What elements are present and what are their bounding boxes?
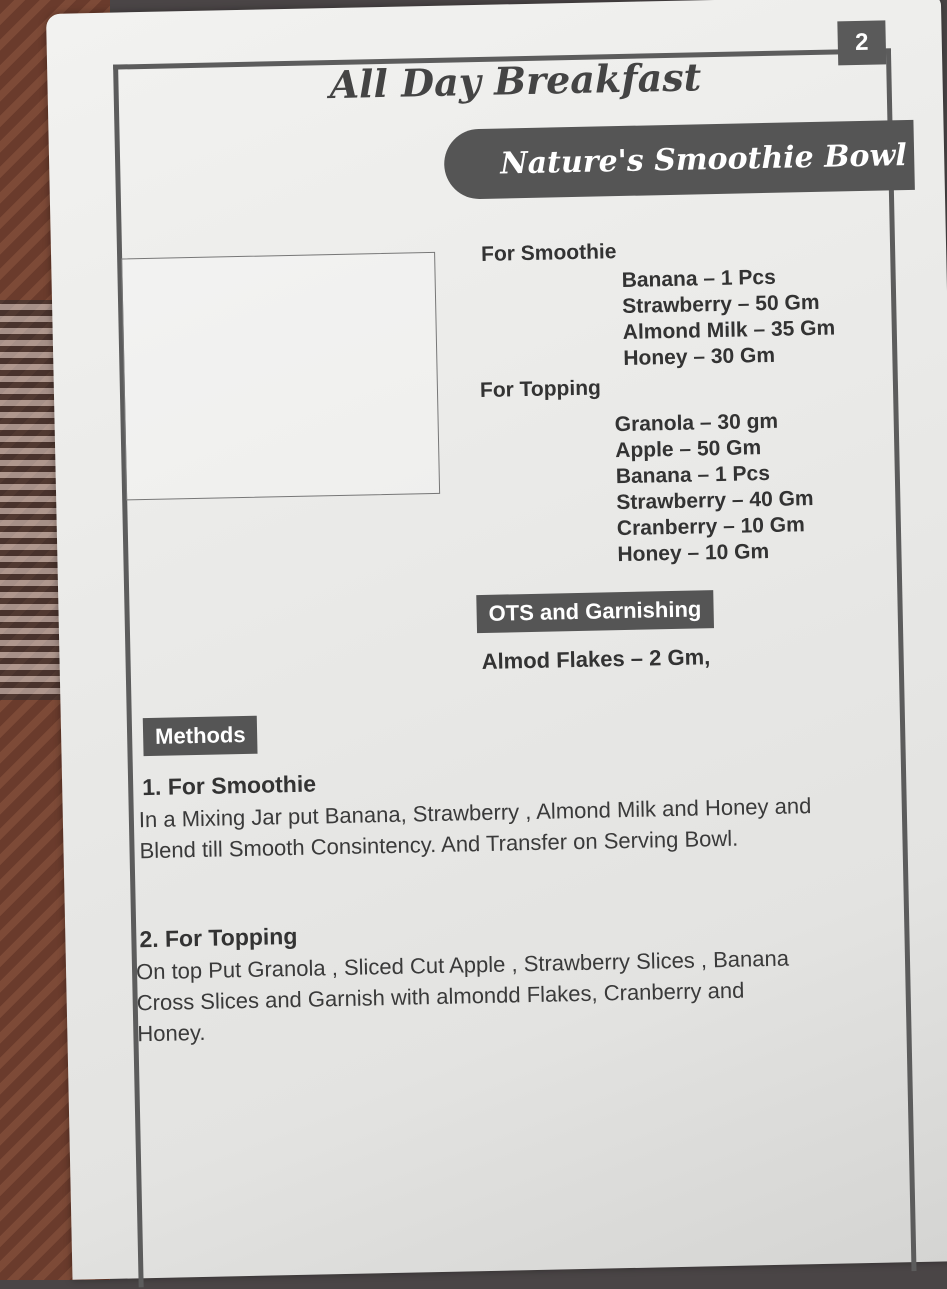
methods-label: Methods bbox=[143, 716, 258, 756]
list-item: Honey – 30 Gm bbox=[623, 343, 776, 370]
page-number: 2 bbox=[837, 20, 886, 65]
list-item: Strawberry – 40 Gm bbox=[616, 487, 814, 515]
photo-placeholder bbox=[121, 252, 440, 501]
topping-heading: For Topping bbox=[479, 376, 602, 402]
list-item: Cranberry – 10 Gm bbox=[616, 513, 806, 541]
step-text: In a Mixing Jar put Banana, Strawberry , Almond Milk and Honey and Blend till Smooth Consintency. And Transfer on Serving Bowl. bbox=[138, 793, 812, 864]
recipe-page bbox=[46, 0, 947, 1280]
step-title: 1. For Smoothie bbox=[141, 770, 317, 801]
step-text: On top Put Granola , Sliced Cut Apple , Strawberry Slices , Banana Cross Slices and Garnish with almondd Flakes, Cranberry and Honey. bbox=[135, 945, 790, 1047]
section-title: All Day Breakfast bbox=[329, 54, 702, 108]
garnishing-label: OTS and Garnishing bbox=[476, 590, 713, 633]
step-title: 2. For Topping bbox=[139, 922, 298, 953]
recipe-title: Nature's Smoothie Bowl bbox=[499, 137, 908, 182]
list-item: Banana – 1 Pcs bbox=[615, 461, 771, 489]
recipe-title-banner bbox=[444, 120, 915, 200]
list-item: Honey – 10 Gm bbox=[617, 539, 770, 567]
list-item: Almond Milk – 35 Gm bbox=[622, 316, 836, 344]
list-item: Banana – 1 Pcs bbox=[621, 265, 777, 292]
smoothie-heading: For Smoothie bbox=[480, 240, 617, 266]
list-item: Strawberry – 50 Gm bbox=[622, 290, 820, 318]
list-item: Apple – 50 Gm bbox=[615, 436, 762, 463]
smoothie-ingredients bbox=[621, 264, 836, 372]
topping-ingredients bbox=[614, 408, 814, 568]
garnishing-item: Almod Flakes – 2 Gm, bbox=[481, 644, 711, 675]
list-item: Granola – 30 gm bbox=[614, 409, 779, 437]
